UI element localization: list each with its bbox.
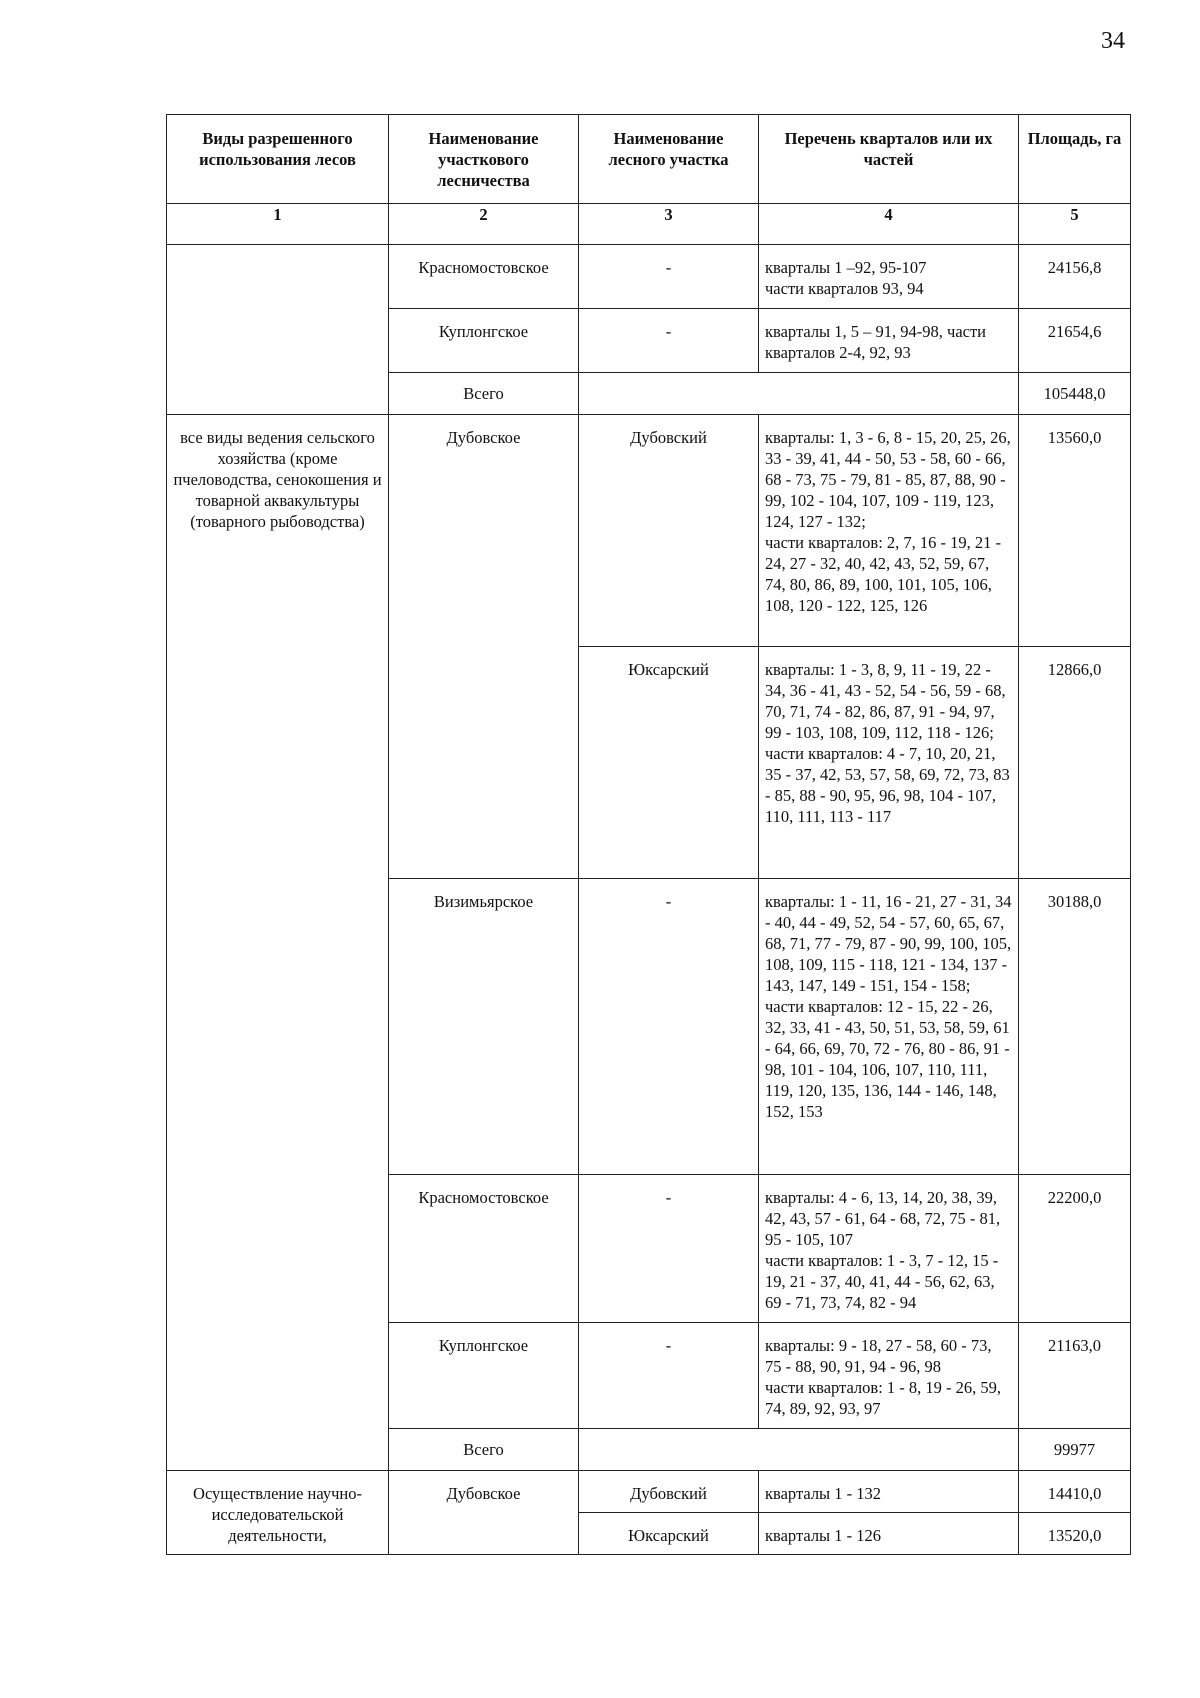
column-number: 5 (1019, 204, 1131, 245)
quarters-list: кварталы: 4 - 6, 13, 14, 20, 38, 39, 42, 43, 57 - 61, 64 - 68, 72, 75 - 81, 95 - 105, 107 (765, 1188, 1001, 1249)
quarters-list: кварталы 1 –92, 95-107 (765, 258, 927, 277)
site-cell: - (579, 245, 759, 309)
area-cell: 21654,6 (1019, 309, 1131, 373)
column-number: 3 (579, 204, 759, 245)
quarters-list: кварталы: 1, 3 - 6, 8 - 15, 20, 25, 26, 33 - 39, 41, 44 - 50, 53 - 58, 60 - 66, 68 - 73, 75 - 79, 81 - 85, 87, 88, 90 - 99, 102 - 104, 107, 109 - 119, 123, 124, 127 - 132; (765, 428, 1011, 531)
area-cell: 21163,0 (1019, 1323, 1131, 1429)
total-empty-cell (579, 1429, 1019, 1471)
area-cell: 30188,0 (1019, 879, 1131, 1175)
quarters-cell: кварталы 1 - 126 (759, 1513, 1019, 1555)
quarter-parts-list: части кварталов: 12 - 15, 22 - 26, 32, 33, 41 - 43, 50, 51, 53, 58, 59, 61 - 64, 66, 69, 70, 72 - 76, 80 - 86, 91 - 98, 101 - 104, 106, 107, 110, 111, 119, 120, 135, 136, 144 - 146, 148, 152, 153 (765, 997, 1010, 1121)
use-type-cell: Осуществление научно-исследовательской деятельности, (167, 1471, 389, 1555)
quarters-cell (759, 879, 1019, 1175)
forestry-cell: Куплонгское (389, 309, 579, 373)
site-cell: Дубовский (579, 415, 759, 647)
area-cell: 13560,0 (1019, 415, 1131, 647)
forestry-cell: Красномостовское (389, 1175, 579, 1323)
header-area: Площадь, га (1019, 115, 1131, 204)
column-number: 2 (389, 204, 579, 245)
forestry-cell: Дубовское (389, 1471, 579, 1555)
site-cell: - (579, 1175, 759, 1323)
column-number: 4 (759, 204, 1019, 245)
total-empty-cell (579, 373, 1019, 415)
quarters-cell (759, 415, 1019, 647)
page-number: 34 (1101, 28, 1125, 54)
site-cell: - (579, 309, 759, 373)
quarters-list: кварталы: 1 - 3, 8, 9, 11 - 19, 22 - 34, 36 - 41, 43 - 52, 54 - 56, 59 - 68, 70, 71, 74 - 82, 86, 87, 91 - 94, 97, 99 - 103, 108, 109, 112, 118 - 126; (765, 660, 1006, 742)
header-row (167, 115, 1131, 204)
quarters-cell (759, 647, 1019, 879)
table-row (167, 1471, 1131, 1513)
use-type-cell-empty (167, 245, 389, 415)
total-area: 105448,0 (1019, 373, 1131, 415)
quarters-list: кварталы: 9 - 18, 27 - 58, 60 - 73, 75 - 88, 90, 91, 94 - 96, 98 (765, 1336, 992, 1376)
forestry-cell: Куплонгское (389, 1323, 579, 1429)
quarter-parts-list: части кварталов 93, 94 (765, 279, 924, 298)
header-forestry: Наименование участкового лесничества (389, 115, 579, 204)
forest-use-table (166, 114, 1131, 1555)
quarter-parts-list: части кварталов: 4 - 7, 10, 20, 21, 35 - 37, 42, 53, 57, 58, 69, 72, 73, 83 - 85, 88 - 90, 95, 96, 98, 104 - 107, 110, 111, 113 - 117 (765, 744, 1010, 826)
forestry-cell: Дубовское (389, 415, 579, 879)
area-cell: 24156,8 (1019, 245, 1131, 309)
quarter-parts-list: части кварталов: 1 - 3, 7 - 12, 15 - 19, 21 - 37, 40, 41, 44 - 56, 62, 63, 69 - 71, 73, 74, 82 - 94 (765, 1251, 999, 1312)
total-label: Всего (389, 1429, 579, 1471)
quarters-cell (759, 245, 1019, 309)
table-row (167, 245, 1131, 309)
area-cell: 14410,0 (1019, 1471, 1131, 1513)
site-cell: - (579, 879, 759, 1175)
use-type-cell: все виды ведения сельского хозяйства (кроме пчеловодства, сенокошения и товарной аквакультуры (товарного рыбоводства) (167, 415, 389, 1471)
table-row (167, 415, 1131, 647)
total-area: 99977 (1019, 1429, 1131, 1471)
column-number: 1 (167, 204, 389, 245)
quarters-list: кварталы: 1 - 11, 16 - 21, 27 - 31, 34 - 40, 44 - 49, 52, 54 - 57, 60, 65, 67, 68, 71, 77 - 79, 87 - 90, 99, 100, 105, 108, 109, 115 - 118, 121 - 134, 137 - 143, 147, 149 - 151, 154 - 158; (765, 892, 1012, 995)
quarters-cell (759, 1323, 1019, 1429)
total-label: Всего (389, 373, 579, 415)
quarters-cell (759, 1175, 1019, 1323)
header-use-type: Виды разрешенного использования лесов (167, 115, 389, 204)
quarters-cell: кварталы 1 - 132 (759, 1471, 1019, 1513)
quarter-parts-list: части кварталов: 2, 7, 16 - 19, 21 - 24, 27 - 32, 40, 42, 43, 52, 59, 67, 74, 80, 86, 89, 100, 101, 105, 106, 108, 120 - 122, 125, 126 (765, 533, 1002, 615)
column-number-row (167, 204, 1131, 245)
forestry-cell: Красномостовское (389, 245, 579, 309)
header-quarters: Перечень кварталов или их частей (759, 115, 1019, 204)
area-cell: 12866,0 (1019, 647, 1131, 879)
site-cell: Дубовский (579, 1471, 759, 1513)
site-cell: - (579, 1323, 759, 1429)
quarter-parts-list: части кварталов: 1 - 8, 19 - 26, 59, 74, 89, 92, 93, 97 (765, 1378, 1002, 1418)
area-cell: 22200,0 (1019, 1175, 1131, 1323)
quarters-cell: кварталы 1, 5 – 91, 94-98, части кварталов 2-4, 92, 93 (759, 309, 1019, 373)
area-cell: 13520,0 (1019, 1513, 1131, 1555)
header-site: Наименование лесного участка (579, 115, 759, 204)
site-cell: Юксарский (579, 1513, 759, 1555)
site-cell: Юксарский (579, 647, 759, 879)
forestry-cell: Визимьярское (389, 879, 579, 1175)
